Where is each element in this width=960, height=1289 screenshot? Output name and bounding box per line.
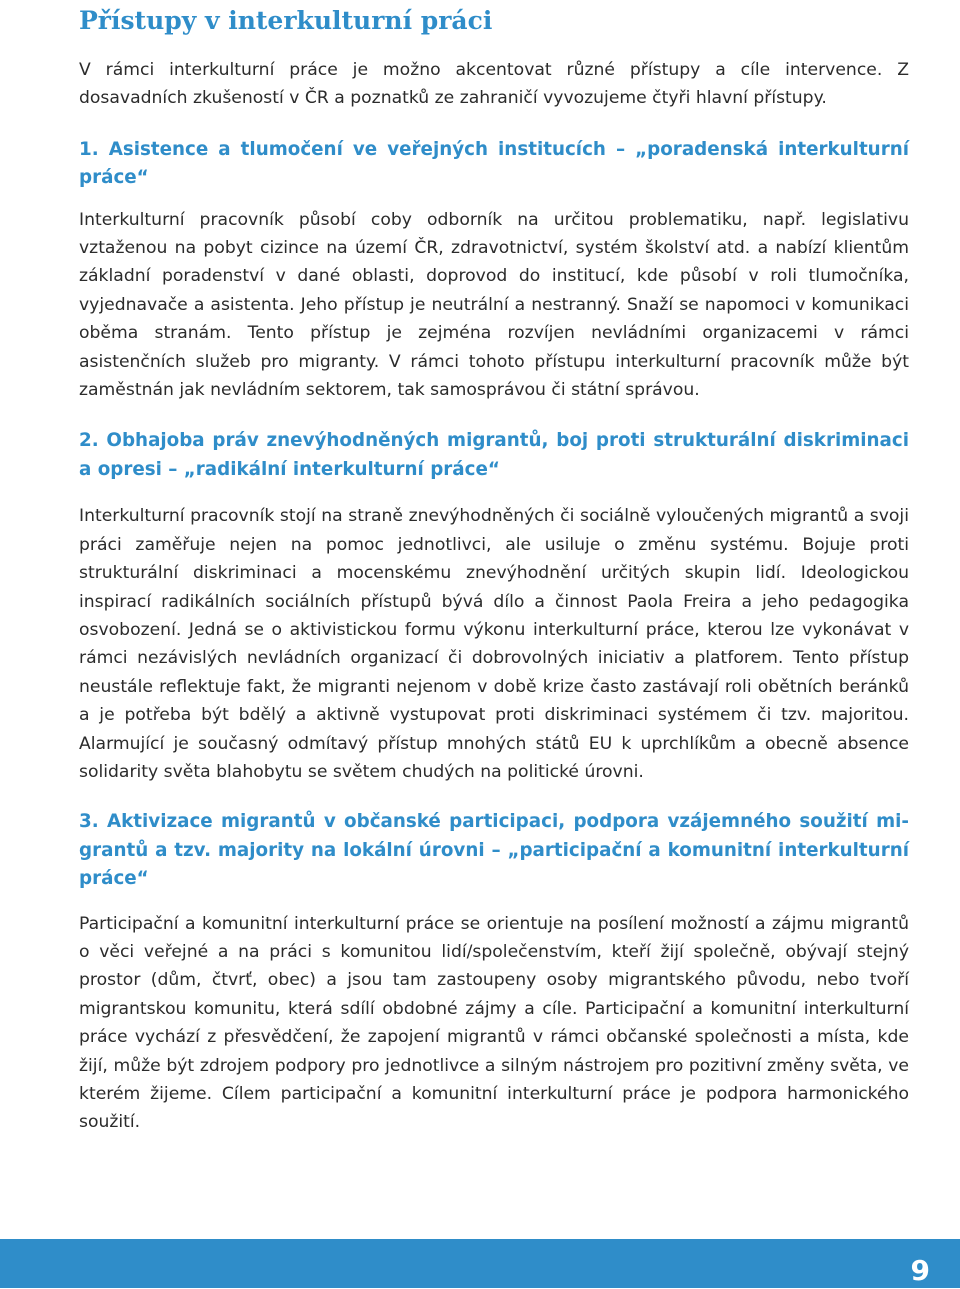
page-content xyxy=(79,0,909,1137)
section-1-heading: 1. Asistence a tlumočení ve veřejných institucích – „poradenská interkulturní práce“ xyxy=(79,138,909,189)
section-1-body: Interkulturní pracovník působí coby odborník na určitou problematiku, např. legislativu vztaženou na pobyt cizince na území ČR, zdravotnictví, systém školství atd. a nabízí klientům základní poradenství v dané oblasti, doprovod do institucí, kde působí v roli tlumočníka, vyjednavače a asistenta. Jeho přístup je neutrální a nestranný. Snaží se napomoci v komunikaci oběma stranám. Tento přístup je zejména rozvíjen nevládními organizacemi v rámci asistenčních služeb pro migranty. V rámci tohoto přístupu interkulturní pracovník může být zaměstnán jak nevládním sektorem, tak samosprávou či státní správou. xyxy=(79,209,909,401)
page-title: Přístupy v interkulturní práci xyxy=(79,6,493,35)
section-2-body: Interkulturní pracovník stojí na straně znevýhodněných či sociálně vyloučených migrantů a svoji práci zaměřuje nejen na pomoc jednotlivci, ale usiluje o změnu systému. Bojuje proti strukturální diskriminaci a mocenskému znevýhodnění určitých skupin lidí. Ideologickou inspirací radikálních sociálních přístupů bývá dílo a činnost Paola Freira a jeho pedagogika osvobození. Jedná se o aktivistickou formu výkonu interkulturní práce, kterou lze vykonávat v rámci nezávislých nevládních organizací či dobrovolných iniciativ a platforem. Tento přístup neustále reflektuje fakt, že migranti nejenom v době krize často zastávají roli obětních beránků a je potřeba být bdělý a aktivně vystupovat proti diskriminaci systémem či tzv. majoritou. Alarmující je současný odmítavý přístup mnohých států EU k uprchlíkům a obecně absence solidarity světa blahobytu se světem chudých na politické úrovni. xyxy=(79,506,909,782)
footer-band xyxy=(0,1239,960,1288)
section-2-heading: 2. Obhajoba práv znevýhodněných migrantů, boj proti strukturální diskriminaci a opresi – „radikální interkulturní práce“ xyxy=(79,430,909,480)
section-3-heading: 3. Aktivizace migrantů v občanské participaci, podpora vzájemného soužití migrantů a tzv. majority na lokální úrovni – „participační a komunitní interkulturní práce“ xyxy=(79,811,909,890)
intro-paragraph: V rámci interkulturní práce je možno akcentovat různé přístupy a cíle intervence. Z dosavadních zkušeností v ČR a poznatků ze zahraničí vyvozujeme čtyři hlavní přístupy. xyxy=(79,60,909,109)
page-number: 9 xyxy=(910,1254,930,1287)
section-3-body: Participační a komunitní interkulturní práce se orientuje na posílení možností a zájmu migrantů o věci veřejné a na práci s komunitou lidí/společenstvím, kteří žijí společně, obývají stejný prostor (dům, čtvrť, obec) a jsou tam zastoupeny osoby migrantského původu, nebo tvoří migrantskou komunitu, která sdílí obdobné zájmy a cíle. Participační a komunitní interkulturní práce vychází z přesvědčení, že zapojení migrantů v rámci občanské společnosti a místa, kde žijí, může být zdrojem podpory pro jednotlivce a silným nástrojem pro pozitivní změny světa, ve kterém žijeme. Cílem participační a komunitní interkulturní práce je podpora harmonického soužití. xyxy=(79,913,909,1133)
